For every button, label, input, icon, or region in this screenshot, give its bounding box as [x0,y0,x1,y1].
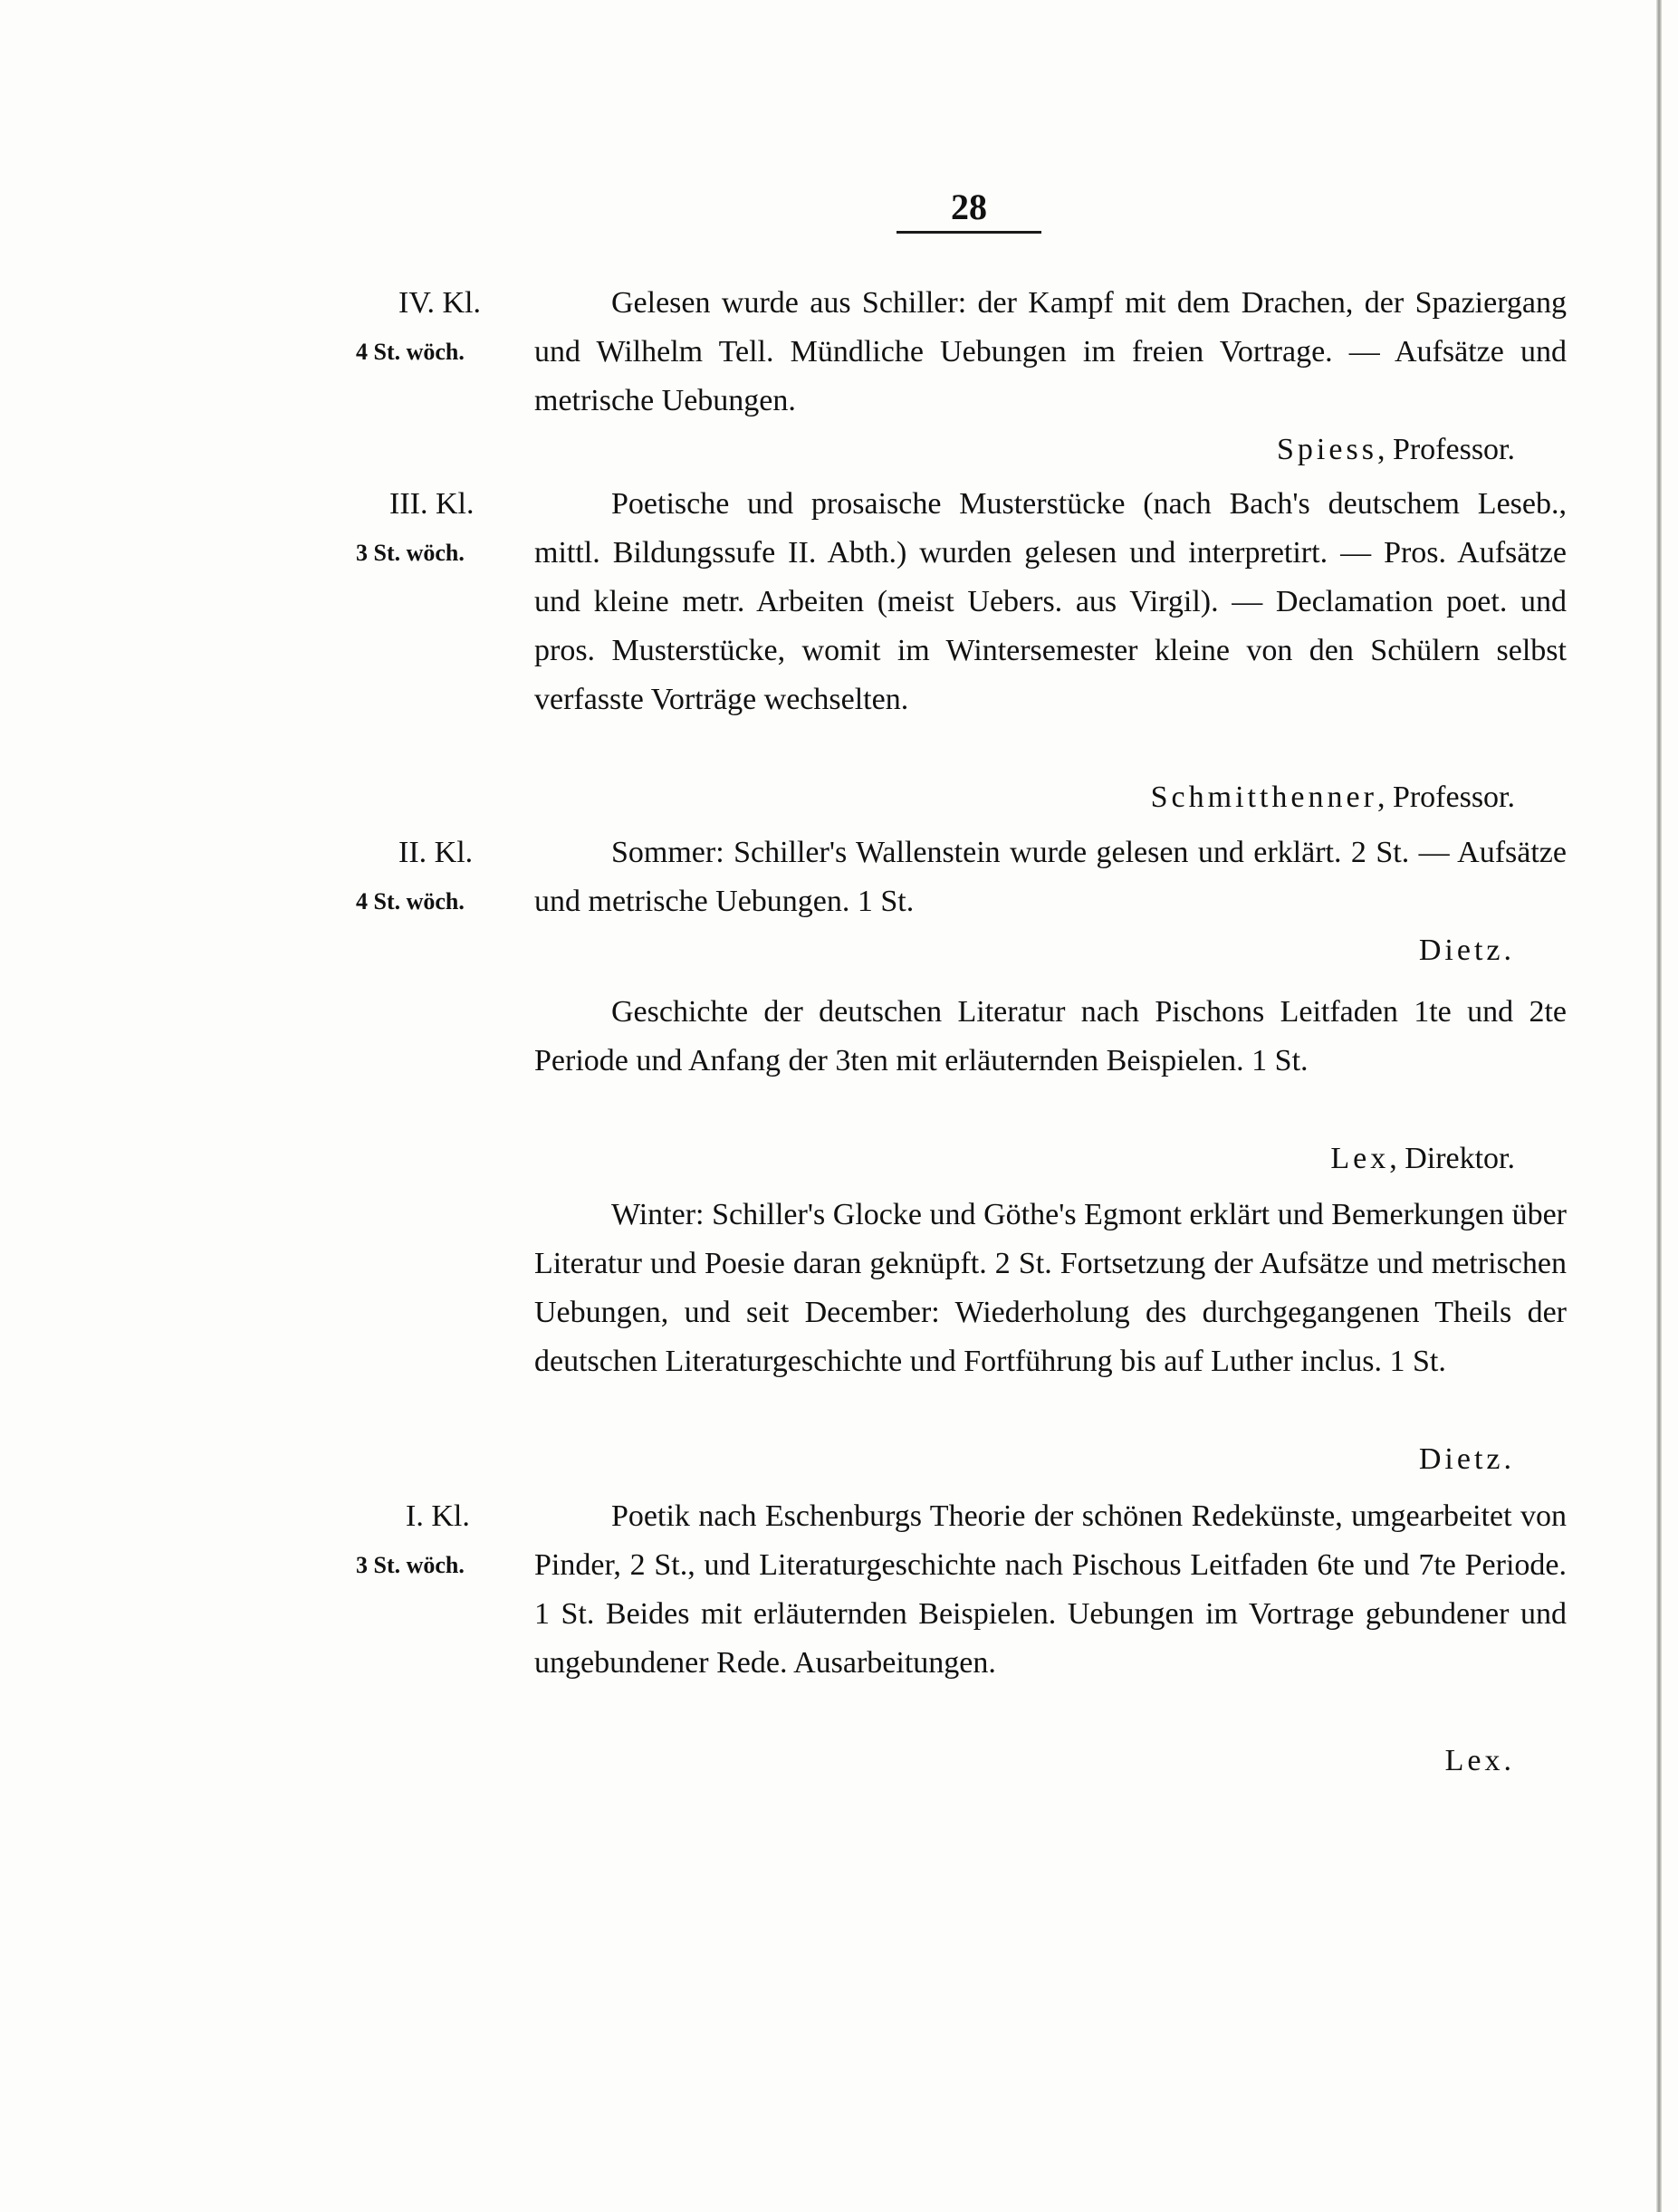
section-text: Poetische und prosaische Musterstücke (nach Bach's deutschem Leseb., mittl. Bildungssufe II. Abth.) wurden gelesen und interpretirt. — Pros. Aufsätze und kleine metr. Arbeiten (meist Uebers. aus Virgil). — Declamation poet. und pros. Musterstücke, womit im Wintersemester kleine von den Schülern selbst verfasste Vorträge wechselten. [534,487,1567,716]
section-text-winter: Winter: Schiller's Glocke und Göthe's Egmont erklärt und Bemerkungen über Literatur und Poesie daran geknüpft. 2 St. Fortsetzung der Aufsätze und metrischen Uebungen, und seit December: Wiederholung des durchgegangenen Theils der deutschen Literaturgeschichte und Fortführung bis auf Luther inclus. 1 St. [534,1198,1567,1378]
teacher-signature [1151,773,1515,822]
class-label: II. Kl. [398,836,474,869]
class-label: IV. Kl. [398,286,481,320]
section-text-summer: Sommer: Schiller's Wallenstein wurde gelesen und erklärt. 2 St. — Aufsätze und metrische Uebungen. 1 St. [534,836,1567,918]
teacher-name: Lex [1330,1142,1390,1175]
hours-label: 4 St. wöch. [356,339,465,365]
teacher-signature [1277,426,1515,474]
section-text: Poetik nach Eschenburgs Theorie der schönen Redekünste, umgearbeitet von Pinder, 2 St., und Literaturgeschichte nach Pischous Leitfaden 6te und 7te Periode. 1 St. Beides mit erläuternden Beispielen. Uebungen im Vortrage gebundener und ungebundener Rede. Ausarbeitungen. [534,1499,1567,1680]
teacher-title: , Professor. [1376,780,1515,814]
teacher-title: , Professor. [1376,433,1515,466]
hours-label: 3 St. wöch. [356,540,465,566]
hours-label: 4 St. wöch. [356,888,465,914]
teacher-name: Spiess [1277,433,1377,466]
page-edge-shadow [1656,0,1662,2212]
teacher-signature [1419,1435,1515,1484]
teacher-signature [1445,1737,1515,1786]
teacher-title: , Direktor. [1389,1142,1515,1175]
section-text: Gelesen wurde aus Schiller: der Kampf mit dem Drachen, der Spaziergang und Wilhelm Tell. Mündliche Uebungen im freien Vortrage. — Aufsätze und metrische Uebungen. [534,286,1567,417]
class-label: III. Kl. [389,487,475,521]
hours-label: 3 St. wöch. [356,1552,465,1578]
page-number: 28 [951,187,987,227]
section-text-literature: Geschichte der deutschen Literatur nach Pischons Leitfaden 1te und 2te Periode und Anfang der 3ten mit erläuternden Beispielen. 1 St. [534,995,1567,1077]
teacher-name: Schmitthenner [1150,780,1377,814]
class-label: I. Kl. [406,1499,470,1533]
teacher-name: Dietz. [1418,1442,1515,1476]
teacher-name: Dietz. [1418,934,1515,967]
teacher-name: Lex. [1444,1744,1515,1777]
teacher-signature [1419,926,1515,975]
teacher-signature [1330,1135,1515,1183]
page-number-rule [897,231,1041,234]
